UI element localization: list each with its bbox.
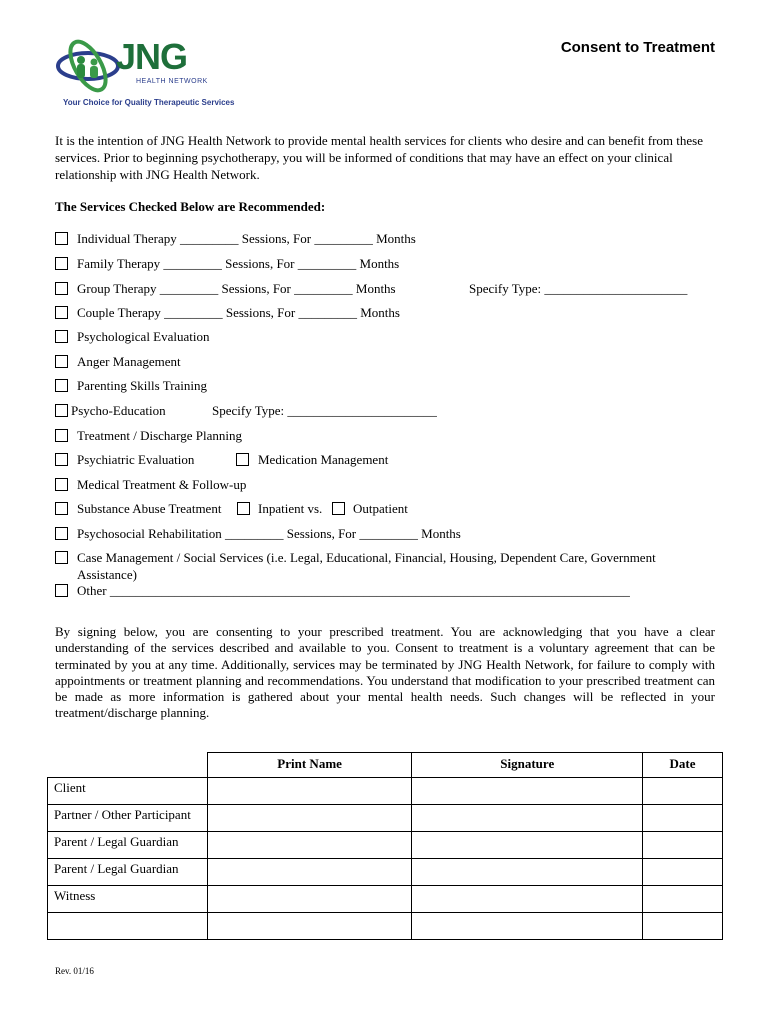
table-row [48, 886, 723, 913]
inpatient-checkbox[interactable] [237, 502, 250, 515]
medical-treatment-label: Medical Treatment & Follow-up [77, 477, 247, 492]
parenting-skills-checkbox[interactable] [55, 379, 68, 392]
signature-cell[interactable] [412, 805, 643, 832]
medication-management-label: Medication Management [258, 452, 389, 467]
discharge-planning-label: Treatment / Discharge Planning [77, 428, 243, 443]
consent-paragraph: By signing below, you are consenting to your prescribed treatment. You are acknowledging that you have a clear understanding of the services described and available to you. Consent to treatment is a voluntary agreement that can be terminated by you at any time. Additionally, services may be terminated by JNG Health Network, for failure to comply with appointments or treatment planning and recommendations. You understand that modification to your prescribed treatment can be made as more information is gathered about your mental health needs. Such changes will be reflected in your treatment/discharge planning. [55, 624, 715, 721]
print-name-cell[interactable] [207, 805, 412, 832]
date-cell[interactable] [643, 859, 723, 886]
print-name-cell[interactable] [207, 832, 412, 859]
row-role-witness: Witness [48, 886, 208, 913]
signature-cell[interactable] [412, 886, 643, 913]
case-management-label: Case Management / Social Services (i.e. Legal, Educational, Financial, Housing, Dependent Care, Government [77, 550, 656, 565]
psychiatric-evaluation-checkbox[interactable] [55, 453, 68, 466]
row-role-client: Client [48, 778, 208, 805]
print-name-cell[interactable] [207, 859, 412, 886]
print-name-cell[interactable] [207, 778, 412, 805]
service-row-group [55, 280, 715, 298]
group-therapy-label: Group Therapy _________ Sessions, For _________ Months [77, 281, 396, 296]
service-row-psychiatric [55, 451, 555, 469]
psycho-education-checkbox[interactable] [55, 404, 68, 417]
print-name-cell[interactable] [207, 886, 412, 913]
row-role-guardian-2: Parent / Legal Guardian [48, 859, 208, 886]
psychological-evaluation-label: Psychological Evaluation [77, 329, 210, 344]
table-row [48, 778, 723, 805]
signature-cell[interactable] [412, 859, 643, 886]
logo-emblem-icon [54, 36, 124, 98]
header-signature: Signature [412, 753, 643, 778]
service-row-psycho-ed [55, 402, 555, 420]
psychiatric-evaluation-label: Psychiatric Evaluation [77, 452, 195, 467]
row-role-blank[interactable] [48, 913, 208, 940]
date-cell[interactable] [643, 778, 723, 805]
table-row [48, 805, 723, 832]
family-therapy-checkbox[interactable] [55, 257, 68, 270]
signature-cell[interactable] [412, 778, 643, 805]
inpatient-label: Inpatient vs. [258, 501, 323, 516]
date-cell[interactable] [643, 805, 723, 832]
print-name-cell[interactable] [207, 913, 412, 940]
case-management-label-cont: Assistance) [77, 567, 137, 582]
psychosocial-rehab-label: Psychosocial Rehabilitation _________ Sessions, For _________ Months [77, 526, 461, 541]
other-service-label[interactable]: Other ________________________________________________________________________________ [77, 583, 630, 598]
header-date: Date [643, 753, 723, 778]
row-role-guardian-1: Parent / Legal Guardian [48, 832, 208, 859]
signature-cell[interactable] [412, 832, 643, 859]
medication-management-checkbox[interactable] [236, 453, 249, 466]
outpatient-label: Outpatient [353, 501, 408, 516]
signature-cell[interactable] [412, 913, 643, 940]
signature-table [47, 752, 723, 940]
discharge-planning-checkbox[interactable] [55, 429, 68, 442]
intro-paragraph: It is the intention of JNG Health Network to provide mental health services for clients who desire and can benefit from these services. Prior to beginning psychotherapy, you will be informed of conditions that may have an effect on your clinical relationship with JNG Health Network. [55, 133, 704, 182]
family-therapy-label: Family Therapy _________ Sessions, For _________ Months [77, 256, 400, 271]
substance-abuse-label: Substance Abuse Treatment [77, 501, 222, 516]
anger-management-label: Anger Management [77, 354, 181, 369]
row-role-partner: Partner / Other Participant [48, 805, 208, 832]
table-row [48, 832, 723, 859]
document-title: Consent to Treatment [560, 39, 715, 56]
table-row [48, 913, 723, 940]
couple-therapy-checkbox[interactable] [55, 306, 68, 319]
table-row [48, 859, 723, 886]
medical-treatment-checkbox[interactable] [55, 478, 68, 491]
date-cell[interactable] [643, 886, 723, 913]
logo-tagline: Your Choice for Quality Therapeutic Services [63, 98, 235, 107]
psycho-education-specify[interactable]: Specify Type: _______________________ [212, 403, 437, 418]
parenting-skills-label: Parenting Skills Training [77, 378, 208, 393]
header-print-name: Print Name [207, 753, 412, 778]
case-management-checkbox[interactable] [55, 551, 68, 564]
anger-management-checkbox[interactable] [55, 355, 68, 368]
date-cell[interactable] [643, 913, 723, 940]
couple-therapy-label: Couple Therapy _________ Sessions, For _________ Months [77, 305, 400, 320]
revision-label: Rev. 01/16 [55, 966, 94, 976]
header-blank [48, 753, 208, 778]
individual-therapy-checkbox[interactable] [55, 232, 68, 245]
services-heading: The Services Checked Below are Recommended: [55, 199, 326, 214]
service-row-substance [55, 500, 555, 518]
psychological-evaluation-checkbox[interactable] [55, 330, 68, 343]
logo-subtitle: HEALTH NETWORK [136, 78, 208, 85]
signature-table-header [48, 753, 723, 778]
logo-name: JNG [116, 36, 188, 77]
psychosocial-rehab-checkbox[interactable] [55, 527, 68, 540]
individual-therapy-label: Individual Therapy _________ Sessions, For _________ Months [77, 231, 416, 246]
group-therapy-checkbox[interactable] [55, 282, 68, 295]
psycho-education-label: Psycho-Education [71, 403, 166, 418]
substance-abuse-checkbox[interactable] [55, 502, 68, 515]
date-cell[interactable] [643, 832, 723, 859]
other-service-checkbox[interactable] [55, 584, 68, 597]
outpatient-checkbox[interactable] [332, 502, 345, 515]
group-therapy-specify[interactable]: Specify Type: ______________________ [469, 281, 688, 296]
